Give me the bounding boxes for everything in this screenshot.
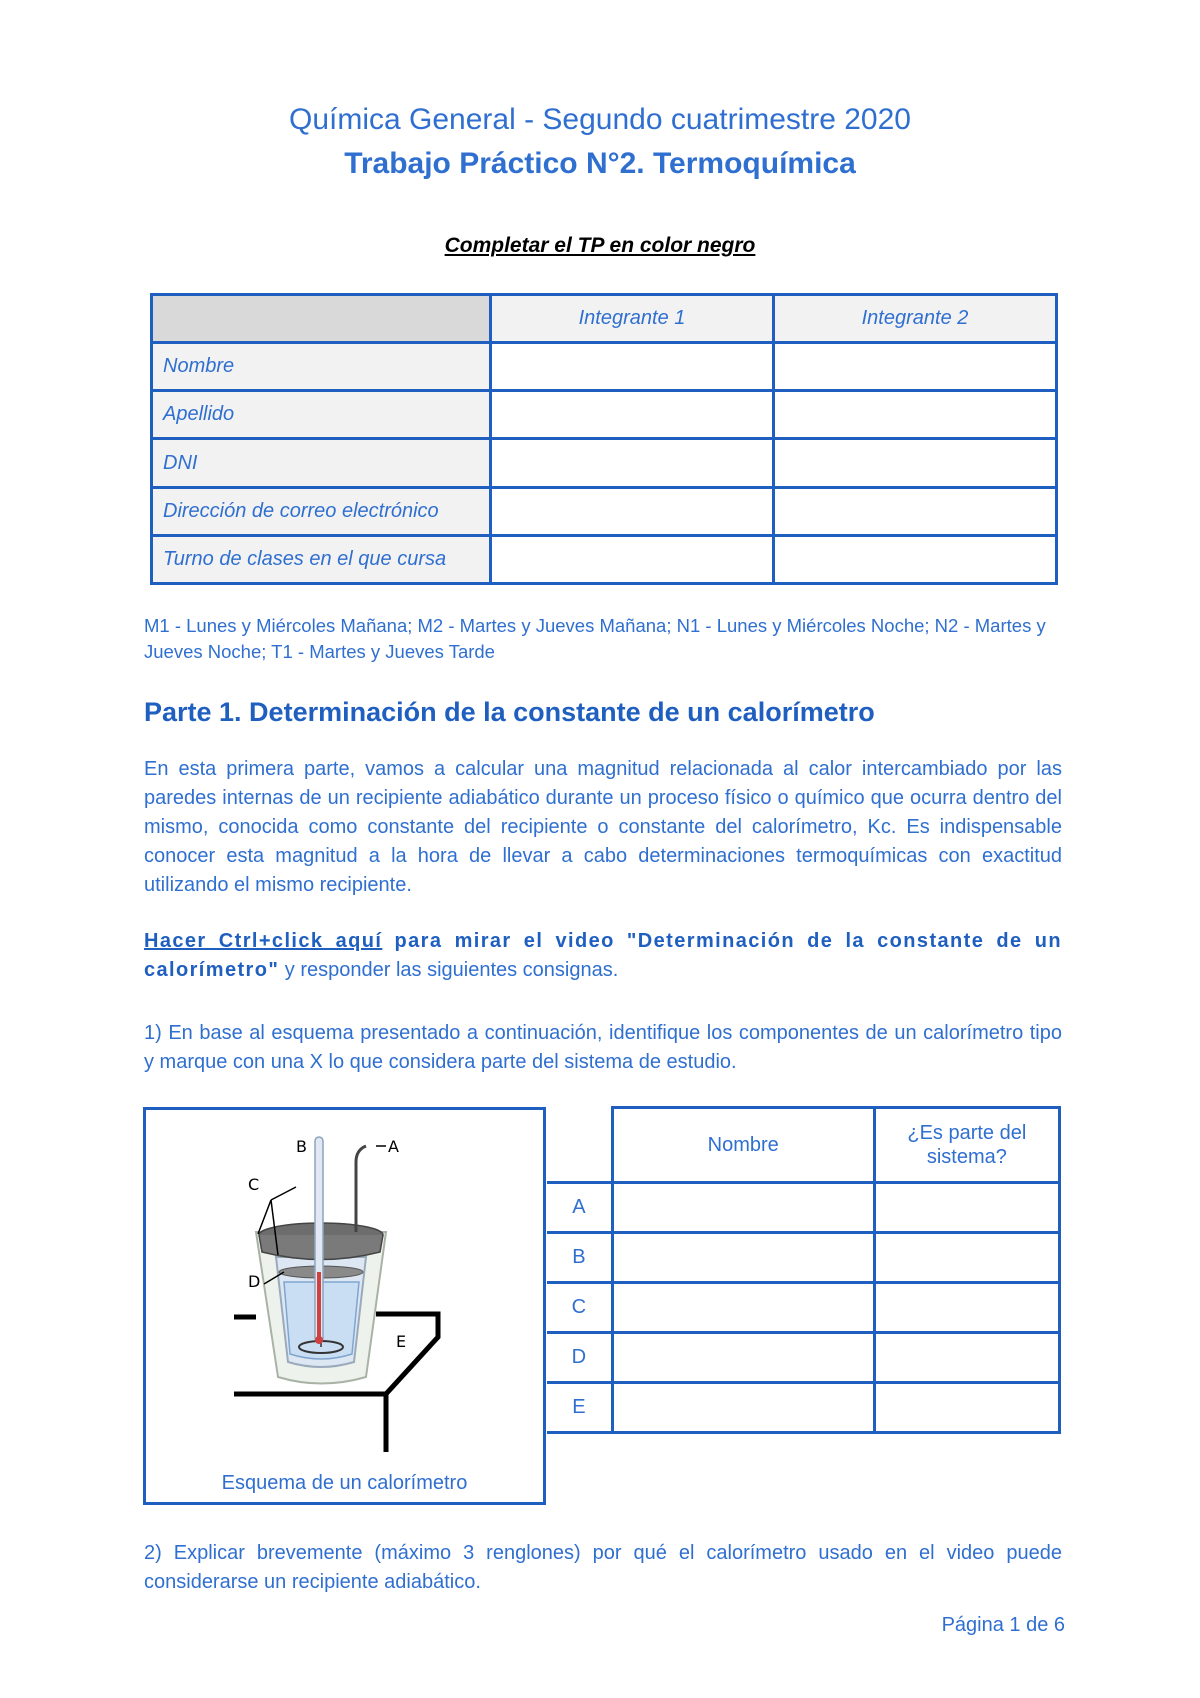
intro-paragraph: En esta primera parte, vamos a calcular una magnitud relacionada al calor intercambiado por las paredes internas de un recipiente adiabático durante un proceso físico o químico que ocurra dentro del mismo, conocida como constante del recipiente o constante del calorímetro, Kc. Es indispensable conocer esta magnitud a la hora de llevar a cabo determinaciones termoquímicas con exactitud utilizando el mismo recipiente.	[144, 758, 1062, 896]
label-e: E	[396, 1332, 407, 1351]
parts-name-cell[interactable]	[612, 1283, 874, 1333]
parts-col-header: ¿Es parte del sistema?	[874, 1108, 1059, 1183]
label-c: C	[248, 1175, 260, 1194]
question-1: 1) En base al esquema presentado a continuación, identifique los componentes de un calorímetro tipo y marque con una X lo que considera parte del sistema de estudio.	[144, 1022, 1062, 1073]
members-input-cell[interactable]	[774, 535, 1057, 583]
parts-name-cell[interactable]	[612, 1233, 874, 1283]
video-instruction	[144, 927, 1062, 985]
members-input-cell[interactable]	[774, 391, 1057, 439]
leader-line	[271, 1187, 296, 1200]
parts-row-label: C	[547, 1283, 612, 1333]
page-number: Página 1 de 6	[941, 1614, 1065, 1636]
course-title: Química General - Segundo cuatrimestre 2020	[289, 103, 911, 136]
members-row-label: Nombre	[152, 343, 491, 391]
parts-system-cell[interactable]	[874, 1183, 1059, 1233]
parts-system-cell[interactable]	[874, 1333, 1059, 1383]
parts-table-corner	[547, 1108, 612, 1183]
parts-row-label: B	[547, 1233, 612, 1283]
thermometer-bulb	[315, 1336, 323, 1344]
members-row-label: Turno de clases en el que cursa	[152, 535, 491, 583]
calorimeter-figure	[143, 1107, 546, 1505]
members-input-cell[interactable]	[774, 487, 1057, 535]
members-table-corner	[152, 295, 491, 343]
question-2: 2) Explicar brevemente (máximo 3 renglones) por qué el calorímetro usado en el video puede considerarse un recipiente adiabático.	[144, 1542, 1062, 1593]
parts-name-cell[interactable]	[612, 1183, 874, 1233]
members-row-label: Apellido	[152, 391, 491, 439]
figure-caption: Esquema de un calorímetro	[221, 1472, 468, 1494]
parts-row-label: A	[547, 1183, 612, 1233]
members-input-cell[interactable]	[491, 391, 774, 439]
members-input-cell[interactable]	[774, 343, 1057, 391]
table-edge	[376, 1314, 438, 1452]
thermometer-mercury	[317, 1272, 321, 1340]
instruction-text: Completar el TP en color negro	[444, 234, 756, 257]
label-a: A	[388, 1137, 399, 1156]
parts-row-label: E	[547, 1383, 612, 1433]
label-b: B	[296, 1137, 307, 1156]
parts-name-cell[interactable]	[612, 1383, 874, 1433]
video-instruction-rest: y responder las siguientes consignas.	[279, 959, 619, 981]
members-input-cell[interactable]	[491, 343, 774, 391]
members-col-header: Integrante 1	[491, 295, 774, 343]
members-row-label: DNI	[152, 439, 491, 487]
stirrer-rod	[356, 1146, 366, 1232]
practice-title: Trabajo Práctico N°2. Termoquímica	[344, 147, 856, 180]
parts-name-cell[interactable]	[612, 1333, 874, 1383]
parts-system-cell[interactable]	[874, 1383, 1059, 1433]
video-link[interactable]: Hacer Ctrl+click aquí	[144, 930, 383, 952]
turnos-note: M1 - Lunes y Miércoles Mañana; M2 - Martes y Jueves Mañana; N1 - Lunes y Miércoles Noche; N2 - Martes y Jueves Noche; T1 - Martes y Jueves Tarde	[144, 615, 1046, 662]
members-input-cell[interactable]	[491, 487, 774, 535]
members-input-cell[interactable]	[491, 439, 774, 487]
calorimeter-diagram	[226, 1122, 466, 1452]
members-col-header: Integrante 2	[774, 295, 1057, 343]
members-row-label: Dirección de correo electrónico	[152, 487, 491, 535]
parts-system-cell[interactable]	[874, 1283, 1059, 1333]
label-d: D	[248, 1272, 261, 1291]
parts-col-header: Nombre	[612, 1108, 874, 1183]
members-input-cell[interactable]	[491, 535, 774, 583]
parts-row-label: D	[547, 1333, 612, 1383]
section-heading: Parte 1. Determinación de la constante de un calorímetro	[144, 697, 875, 727]
parts-system-cell[interactable]	[874, 1233, 1059, 1283]
video-title-text: para mirar el video "Determinación de la constante de un calorímetro"	[144, 930, 1062, 981]
parts-table	[547, 1106, 1061, 1434]
members-table	[150, 293, 1058, 585]
members-input-cell[interactable]	[774, 439, 1057, 487]
